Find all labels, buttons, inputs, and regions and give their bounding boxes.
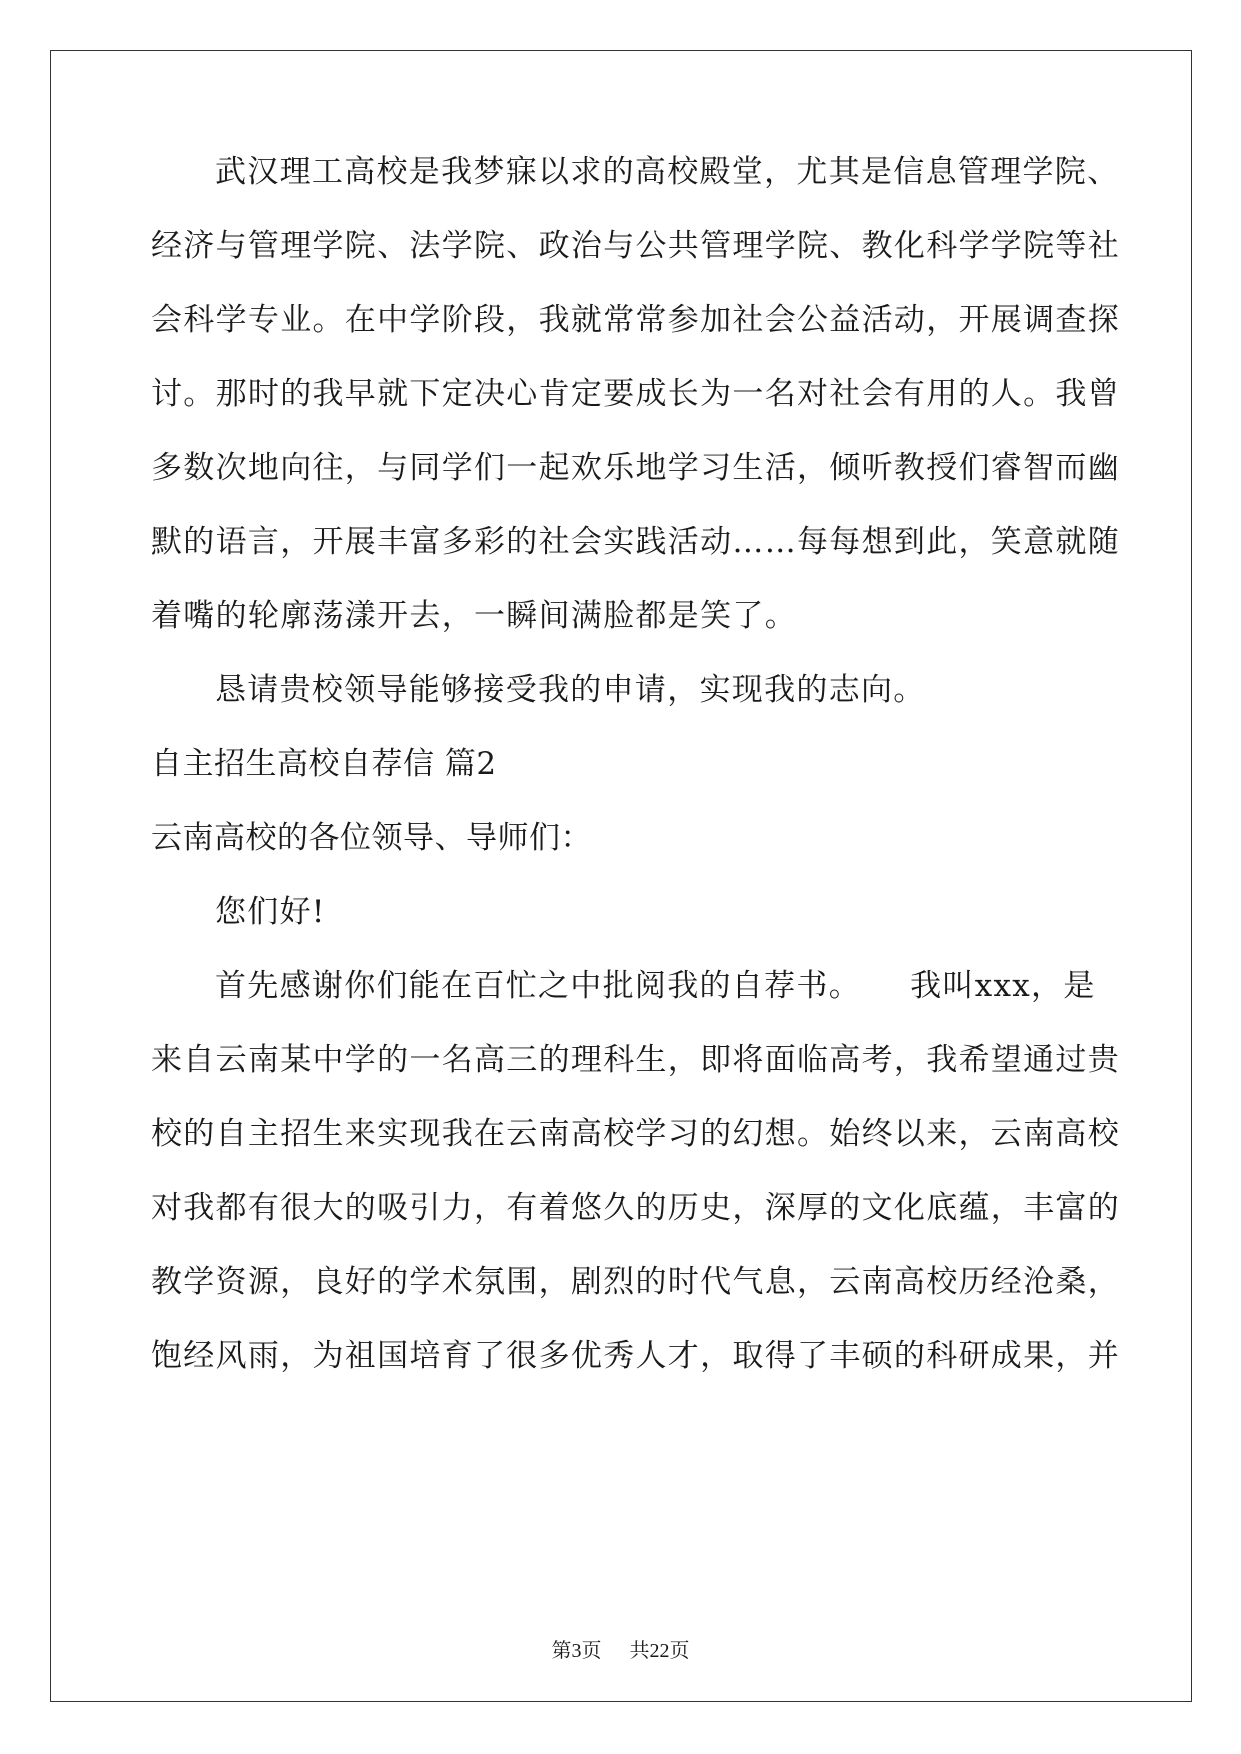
paragraph-line: 教学资源，良好的学术氛围，剧烈的时代气息，云南高校历经沧桑， [151, 1264, 1120, 1300]
paragraph-line: 讨。那时的我早就下定决心肯定要成长为一名对社会有用的人。我曾 [151, 376, 1120, 412]
paragraph-line: 默的语言，开展丰富多彩的社会实践活动……每每想到此，笑意就随 [151, 524, 1120, 560]
paragraph-line: 武汉理工高校是我梦寐以求的高校殿堂，尤其是信息管理学院、 [215, 154, 1120, 190]
page-total: 共22页 [629, 1640, 690, 1662]
paragraph-line: 着嘴的轮廓荡漾开去，一瞬间满脸都是笑了。 [151, 598, 797, 634]
section-heading: 自主招生高校自荐信 篇2 [151, 746, 497, 782]
paragraph-line: 对我都有很大的吸引力，有着悠久的历史，深厚的文化底蕴，丰富的 [151, 1190, 1120, 1226]
paragraph-line: 首先感谢你们能在百忙之中批阅我的自荐书。 我叫xxx，是 [215, 968, 1096, 1004]
paragraph-line: 经济与管理学院、法学院、政治与公共管理学院、教化科学学院等社 [151, 228, 1120, 264]
paragraph-line: 校的自主招生来实现我在云南高校学习的幻想。始终以来，云南高校 [151, 1116, 1120, 1152]
greeting: 您们好! [215, 894, 326, 930]
paragraph-line: 多数次地向往，与同学们一起欢乐地学习生活，倾听教授们睿智而幽 [151, 450, 1120, 486]
paragraph-line: 来自云南某中学的一名高三的理科生，即将面临高考，我希望通过贵 [151, 1042, 1120, 1078]
paragraph-line: 会科学专业。在中学阶段，我就常常参加社会公益活动，开展调查探 [151, 302, 1120, 338]
paragraph-line: 恳请贵校领导能够接受我的申请，实现我的志向。 [215, 672, 926, 708]
salutation: 云南高校的各位领导、导师们： [151, 820, 592, 856]
paragraph-line: 饱经风雨，为祖国培育了很多优秀人才，取得了丰硕的科研成果，并 [151, 1338, 1120, 1374]
page-footer [0, 1634, 1241, 1663]
page-number: 第3页 [551, 1640, 602, 1662]
page-border [50, 50, 1192, 1702]
